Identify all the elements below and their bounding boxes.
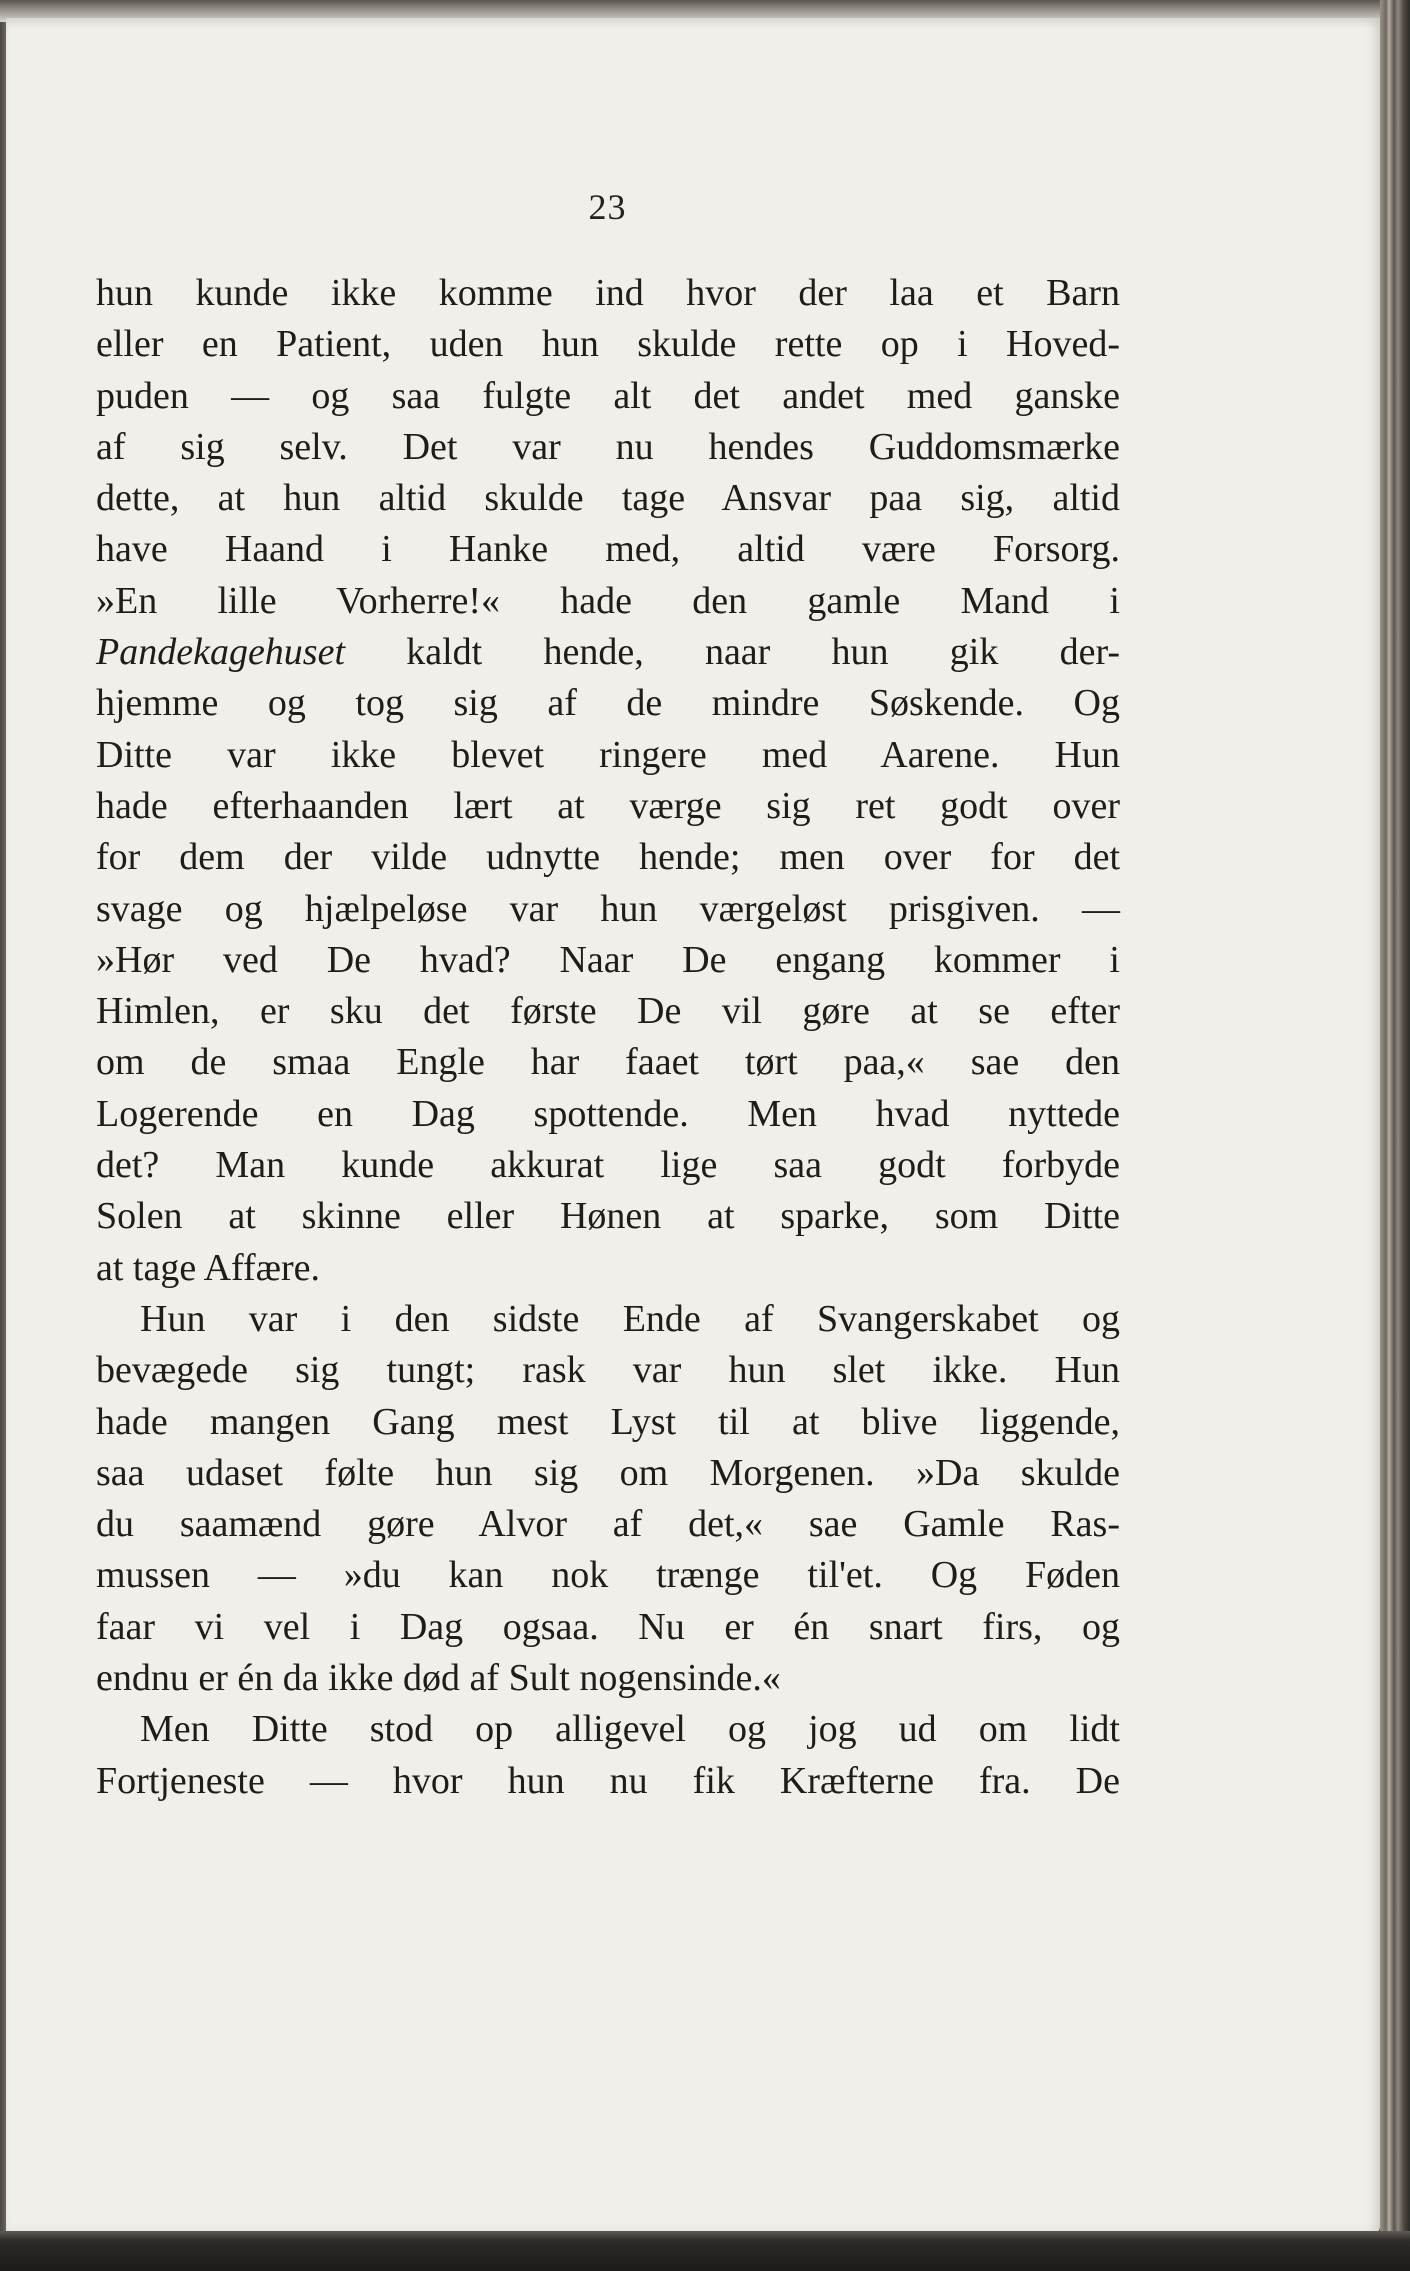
text-line xyxy=(96,1550,1120,1601)
text-line-content: kaldt hende, naar hun gik der- xyxy=(345,631,1120,674)
text-line xyxy=(96,1448,1120,1499)
text-line xyxy=(96,884,1120,935)
text-line xyxy=(96,473,1120,524)
text-line xyxy=(96,524,1120,575)
text-line-content: mussen — »du kan nok trænge til'et. Og Føden xyxy=(96,1554,1120,1597)
text-line xyxy=(96,1089,1120,1140)
text-line xyxy=(96,1756,1120,1807)
text-line-content: Ditte var ikke blevet ringere med Aarene. Hun xyxy=(96,733,1120,776)
text-line xyxy=(96,1294,1120,1345)
text-line-content: Logerende en Dag spottende. Men hvad nyttede xyxy=(96,1092,1120,1135)
text-line-content: »En lille Vorherre!« hade den gamle Mand i xyxy=(96,579,1120,622)
text-line-content: hade efterhaanden lært at værge sig ret godt over xyxy=(96,784,1120,827)
text-line-content: puden — og saa fulgte alt det andet med ganske xyxy=(96,374,1120,417)
text-line xyxy=(96,576,1120,627)
text-line xyxy=(96,678,1120,729)
text-line xyxy=(96,832,1120,883)
text-line-content: for dem der vilde udnytte hende; men over for det xyxy=(96,836,1120,879)
text-line xyxy=(96,1191,1120,1242)
text-line xyxy=(96,371,1120,422)
text-line xyxy=(96,1397,1120,1448)
text-line-content: svage og hjælpeløse var hun værgeløst prisgiven. — xyxy=(96,887,1120,930)
text-line xyxy=(96,781,1120,832)
text-line-content: have Haand i Hanke med, altid være Forsorg. xyxy=(96,528,1120,571)
text-line-content: »Hør ved De hvad? Naar De engang kommer i xyxy=(96,938,1120,981)
text-line-content: Solen at skinne eller Hønen at sparke, som Ditte xyxy=(96,1195,1120,1238)
text-line-content: om de smaa Engle har faaet tørt paa,« sae den xyxy=(96,1041,1120,1084)
text-line-content: Himlen, er sku det første De vil gøre at se efter xyxy=(96,990,1120,1033)
text-line-content: saa udaset følte hun sig om Morgenen. »Da skulde xyxy=(96,1451,1120,1494)
text-line-content: hun kunde ikke komme ind hvor der laa et Barn xyxy=(96,272,1120,314)
text-line-content: at tage Affære. xyxy=(96,1246,321,1289)
text-line xyxy=(96,1345,1120,1396)
text-line xyxy=(96,422,1120,473)
text-line xyxy=(96,1602,1120,1653)
text-line-content: hjemme og tog sig af de mindre Søskende. Og xyxy=(96,682,1120,725)
text-line xyxy=(96,1243,1120,1294)
text-line-content: hade mangen Gang mest Lyst til at blive liggende, xyxy=(96,1400,1120,1443)
text-line xyxy=(96,730,1120,781)
text-line-content: af sig selv. Det var nu hendes Guddomsmærke xyxy=(96,425,1120,468)
text-line xyxy=(96,1499,1120,1550)
page-number: 23 xyxy=(588,187,627,227)
scan-bottom-edge xyxy=(0,2231,1410,2271)
text-line xyxy=(96,935,1120,986)
text-line xyxy=(96,1140,1120,1191)
text-line-content: Men Ditte stod op alligevel og jog ud om lidt xyxy=(140,1708,1120,1751)
text-line xyxy=(96,268,1120,319)
text-line xyxy=(96,1704,1120,1755)
text-line-content: endnu er én da ikke død af Sult nogensinde.« xyxy=(96,1657,781,1700)
text-line xyxy=(96,627,1120,678)
text-line-content: eller en Patient, uden hun skulde rette op i Hoved- xyxy=(96,323,1120,366)
text-line-content: bevægede sig tungt; rask var hun slet ikke. Hun xyxy=(96,1349,1120,1392)
text-line xyxy=(96,986,1120,1037)
body-text xyxy=(96,268,1120,1807)
text-line-content: faar vi vel i Dag ogsaa. Nu er én snart firs, og xyxy=(96,1605,1120,1648)
text-line-content: det? Man kunde akkurat lige saa godt forbyde xyxy=(96,1144,1120,1187)
text-line-content: du saamænd gøre Alvor af det,« sae Gamle Ras- xyxy=(96,1503,1120,1546)
book-spine-edge xyxy=(1380,0,1410,2271)
text-line xyxy=(96,319,1120,370)
text-line-content: dette, at hun altid skulde tage Ansvar paa sig, altid xyxy=(96,477,1120,520)
text-line xyxy=(96,1037,1120,1088)
italic-title: Pandekagehuset xyxy=(96,631,346,674)
text-line-content: Hun var i den sidste Ende af Svangerskabet og xyxy=(140,1297,1120,1340)
text-line xyxy=(96,1653,1120,1704)
text-line-content: Fortjeneste — hvor hun nu fik Kræfterne fra. De xyxy=(96,1759,1120,1802)
